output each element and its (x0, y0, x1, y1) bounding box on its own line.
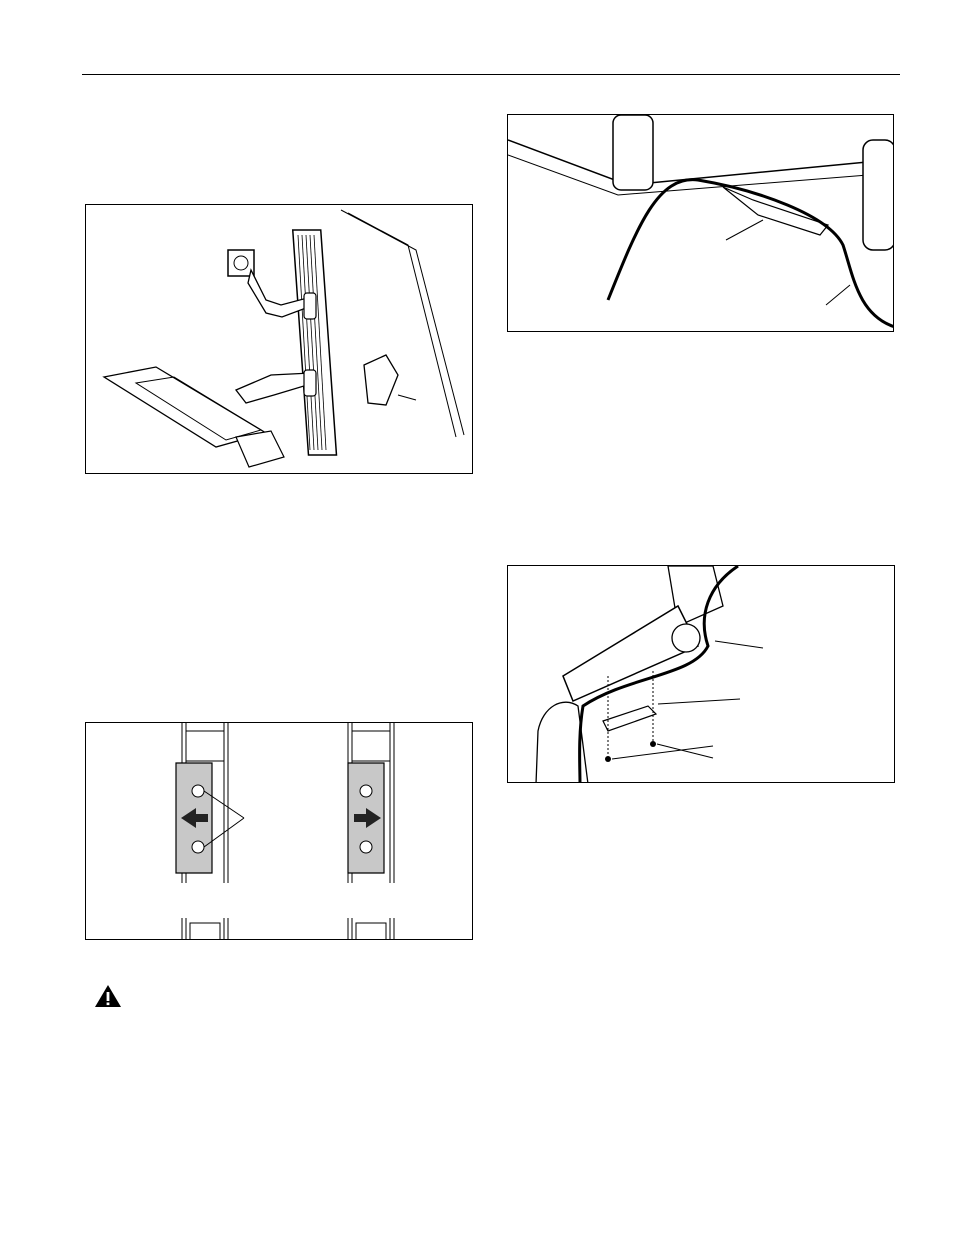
cable-clip-illustration (508, 115, 894, 332)
figure-slide-plates (85, 722, 473, 940)
warning-triangle-icon (94, 984, 122, 1008)
header-rule (82, 74, 900, 75)
figure-cable-clip (507, 114, 894, 332)
cable-bracket-illustration (508, 566, 895, 783)
figure-wall-mount-overview (85, 204, 473, 474)
figure-cable-bracket (507, 565, 895, 783)
workstation-illustration (86, 205, 473, 474)
rail-slide-plate-illustration (86, 723, 473, 940)
